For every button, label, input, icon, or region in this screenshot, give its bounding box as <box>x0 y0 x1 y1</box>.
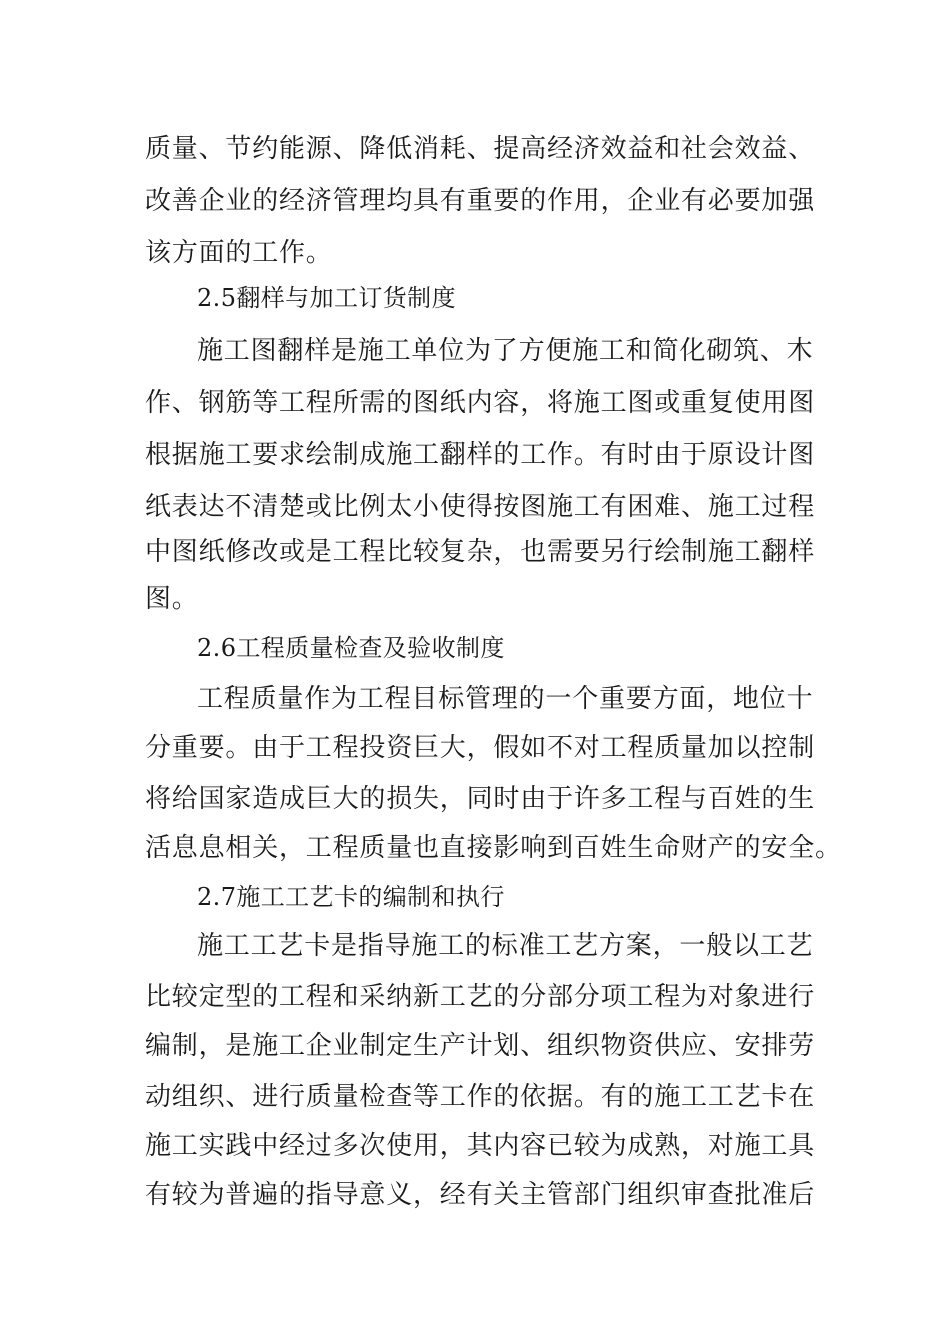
text-line: 质量、节约能源、降低消耗、提高经济效益和社会效益、 <box>145 134 816 164</box>
text-line: 比较定型的工程和采纳新工艺的分部分项工程为对象进行 <box>145 982 816 1012</box>
text-line: 中图纸修改或是工程比较复杂，也需要另行绘制施工翻样 <box>145 537 816 567</box>
text-line: 编制，是施工企业制定生产计划、组织物资供应、安排劳 <box>145 1031 816 1061</box>
section-heading-2-6: 2.6工程质量检查及验收制度 <box>197 634 505 662</box>
text-line: 施工实践中经过多次使用，其内容已较为成熟，对施工具 <box>145 1131 816 1161</box>
text-line: 有较为普遍的指导意义，经有关主管部门组织审查批准后 <box>145 1180 816 1210</box>
section-heading-2-5: 2.5翻样与加工订货制度 <box>197 284 456 312</box>
text-line: 纸表达不清楚或比例太小使得按图施工有困难、施工过程 <box>145 492 816 522</box>
text-line: 工程质量作为工程目标管理的一个重要方面，地位十 <box>197 684 814 714</box>
text-line: 分重要。由于工程投资巨大，假如不对工程质量加以控制 <box>145 733 816 763</box>
text-line: 该方面的工作。 <box>145 238 333 268</box>
text-line: 图。 <box>145 584 199 614</box>
text-line: 将给国家造成巨大的损失，同时由于许多工程与百姓的生 <box>145 784 816 814</box>
text-line: 活息息相关，工程质量也直接影响到百姓生命财产的安全。 <box>145 833 842 863</box>
text-line: 施工图翻样是施工单位为了方便施工和简化砌筑、木 <box>197 336 814 366</box>
text-line: 动组织、进行质量检查等工作的依据。有的施工工艺卡在 <box>145 1082 816 1112</box>
text-line: 改善企业的经济管理均具有重要的作用，企业有必要加强 <box>145 186 816 216</box>
text-line: 施工工艺卡是指导施工的标准工艺方案，一般以工艺 <box>197 931 814 961</box>
text-line: 作、钢筋等工程所需的图纸内容，将施工图或重复使用图 <box>145 388 816 418</box>
section-heading-2-7: 2.7施工工艺卡的编制和执行 <box>197 883 505 911</box>
text-line: 根据施工要求绘制成施工翻样的工作。有时由于原设计图 <box>145 440 816 470</box>
